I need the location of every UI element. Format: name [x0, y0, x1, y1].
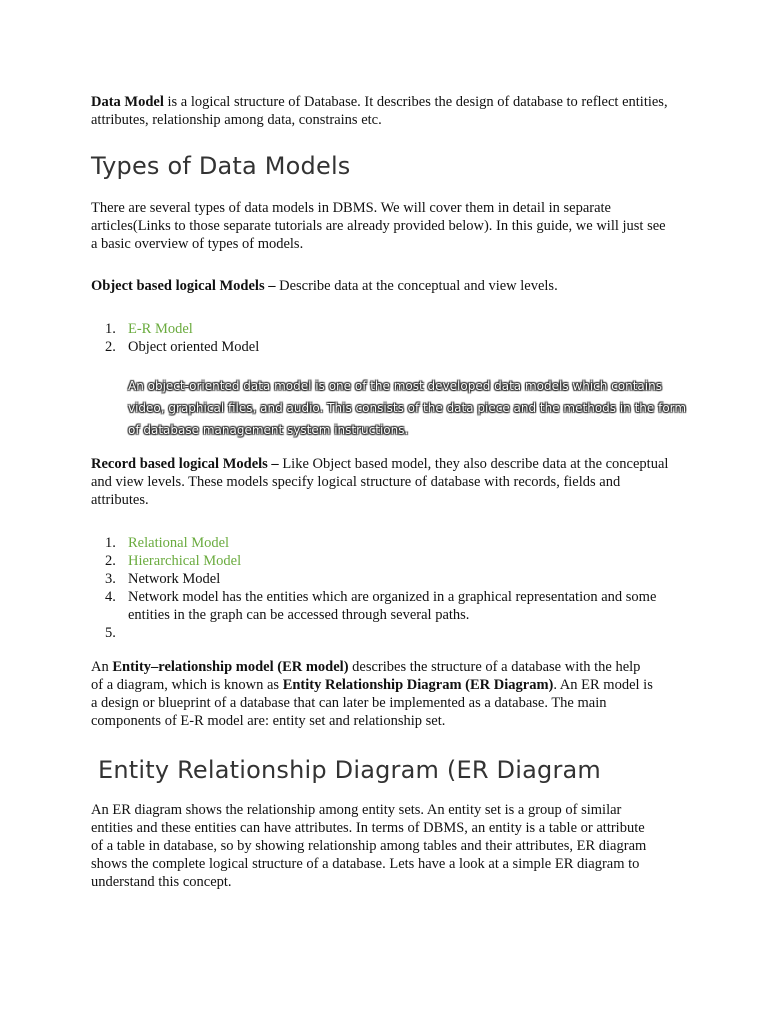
list-item-label: Network model has the entities which are organized in a graphical representation and some entities in the graph can be accessed through several paths.: [128, 589, 657, 623]
heading-types-of-data-models: Types of Data Models: [91, 152, 351, 180]
er-text-3: . An ER model is a design or blueprint of a database that can later be implemented as a database. The main components of E-R model are: entity set and relationship set.: [91, 677, 653, 729]
object-based-paragraph: [91, 277, 671, 295]
list-number: 2.: [105, 339, 116, 355]
intro-paragraph: [91, 93, 671, 129]
er-text-2: describes the structure of a database with the help of a diagram, which is known as: [91, 659, 641, 693]
er-model-paragraph: [91, 658, 656, 730]
object-based-term: Object based logical Models –: [91, 278, 276, 294]
list-number: 3.: [105, 571, 116, 587]
list-number: 4.: [105, 589, 116, 605]
list-item: [91, 338, 691, 356]
list-item[interactable]: [91, 534, 691, 552]
list-number: 1.: [105, 321, 116, 337]
types-paragraph: There are several types of data models in DBMS. We will cover them in detail in separate articles(Links to those separate tutorials are already provided below). In this guide, we will just see a basic overview of types of models.: [91, 200, 666, 252]
list-item: [91, 570, 671, 588]
er-model-term: Entity–relationship model (ER model): [112, 659, 349, 675]
list-number: 1.: [105, 535, 116, 551]
record-based-term: Record based logical Models –: [91, 456, 279, 472]
record-based-text: Like Object based model, they also describe data at the conceptual and view levels. These models specify logical structure of database with records, fields and attributes.: [91, 456, 669, 508]
list-number: 2.: [105, 553, 116, 569]
er-model-link[interactable]: E-R Model: [128, 321, 193, 337]
list-item[interactable]: [91, 320, 691, 338]
list-item-label: Object oriented Model: [128, 339, 260, 355]
record-based-paragraph: [91, 455, 671, 509]
record-based-list: [91, 534, 691, 570]
object-oriented-note: An object-oriented data model is one of the most developed data models which contains video, graphical files, and audio. This consists of the data piece and the methods in the form of database management system instructions.: [128, 379, 687, 437]
list-item: [91, 588, 671, 624]
object-based-list: [91, 320, 691, 356]
hierarchical-model-link[interactable]: Hierarchical Model: [128, 553, 242, 569]
object-based-text: Describe data at the conceptual and view levels.: [275, 278, 558, 294]
network-model-list: [91, 570, 671, 641]
list-item-label: Network Model: [128, 571, 221, 587]
er-diagram-term: Entity Relationship Diagram (ER Diagram): [282, 677, 554, 693]
intro-text: is a logical structure of Database. It describes the design of database to reflect entities, attributes, relationship among data, constrains etc.: [91, 94, 668, 128]
er-diagram-paragraph: An ER diagram shows the relationship among entity sets. An entity set is a group of similar entities and these entities can have attributes. In terms of DBMS, an entity is a table or attribute of a table in database, so by showing relationship among tables and their attributes, ER diagram shows the complete logical structure of a database. Lets have a look at a simple ER diagram to understand this concept.: [91, 802, 647, 890]
intro-term: Data Model: [91, 94, 164, 110]
list-item[interactable]: [91, 552, 691, 570]
er-text-1: An: [91, 659, 113, 675]
list-number: 5.: [105, 625, 116, 641]
heading-er-diagram: Entity Relationship Diagram (ER Diagram: [98, 756, 601, 784]
relational-model-link[interactable]: Relational Model: [128, 535, 230, 551]
